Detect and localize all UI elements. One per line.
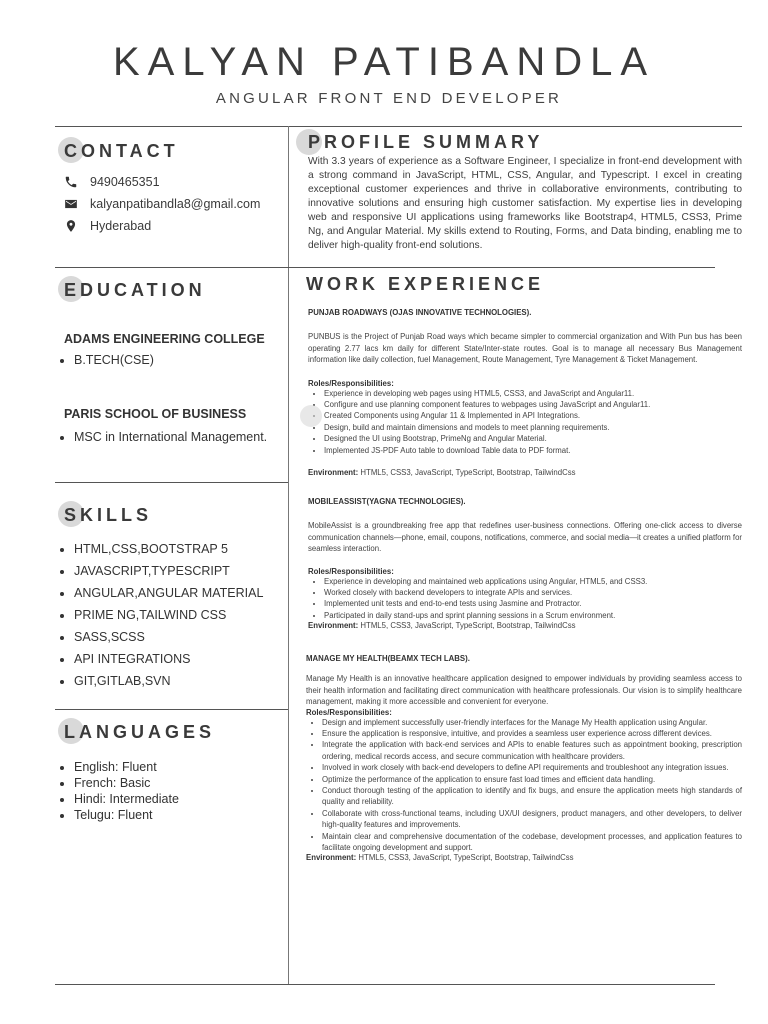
skill-item: • HTML,CSS,BOOTSTRAP 5 — [74, 538, 263, 560]
phone-number: 9490465351 — [90, 175, 160, 189]
job-title: PUNJAB ROADWAYS (OJAS INNOVATIVE TECHNOLOGIES). — [308, 308, 532, 317]
job-environment: Environment: HTML5, CSS3, JavaScript, TypeScript, Bootstrap, TailwindCss — [306, 853, 574, 863]
job-entry — [306, 654, 742, 862]
contact-phone — [64, 175, 160, 189]
profile-summary-text: With 3.3 years of experience as a Software Engineer, I specialize in front-end development with a strong command in JavaScript, HTML, CSS, Angular, and Typescript. I excel in creating exceptional customer experiences and thrive in collaborative environments, contributing to innovative solutions and ensuring high customer satisfaction. My expertise lies in developing web and responsive UI applications using frameworks like Bootstrap4, HTML5, CSS3, Prime Ng, and Angular Material. My skills extend to Routing, Forms, and Data binding, enabling me to deliver high-quality front-end solutions. — [308, 156, 742, 251]
education-degree-list — [52, 430, 267, 444]
languages-heading: LANGUAGES — [64, 722, 216, 742]
skill-item: • SASS,SCSS — [74, 626, 263, 648]
job-description: PUNBUS is the Project of Punjab Road ways which became simpler to commercial organization and With Pun bus has been operating 2.77 lacs km daily for different State/Inter-state routes. Goal is to manage all necessary Bus Management information like daily collection, fuel Management, Route Management, Tyre Management & Ticket Management. — [308, 332, 742, 364]
role-item: • Optimize the performance of the application to ensure fast load times and efficient data handling. — [322, 774, 742, 785]
education-school: PARIS SCHOOL OF BUSINESS — [64, 407, 247, 421]
job-entry — [308, 308, 742, 477]
role-item: • Integrate the application with back-end services and APIs to enable features such as appointment booking, prescription ordering, medical records access, and secure communication with healthcare providers. — [322, 739, 742, 762]
role-item: • Experience in developing web pages using HTML5, CSS3, and JavaScript and Angular11. — [324, 388, 742, 399]
contact-heading: CONTACT — [64, 141, 179, 161]
role-item: • Collaborate with cross-functional teams, including UX/UI designers, product managers, and other developers, to deliver high-quality features and improvements. — [322, 808, 742, 831]
language-item: • English: Fluent — [74, 759, 179, 775]
roles-label: Roles/Responsibilities: — [306, 707, 392, 717]
job-description: Manage My Health is an innovative healthcare application designed to empower individuals by providing seamless access to their health information and facilitating direct communication with healthcare professionals. Our vision is to simplify healthcare management, making it more accessible and convenient for everyone. — [306, 674, 742, 706]
email-address: kalyanpatibandla8@gmail.com — [90, 197, 261, 211]
job-description: MobileAssist is a groundbreaking free app that redefines user-business connections. Offering one-click access to diverse communication channels—phone, email, coupons, notifications, commerce, and social media—it creates a unified platform for seamless interaction. — [308, 521, 742, 553]
profile-summary-heading: PROFILE SUMMARY — [308, 132, 544, 152]
role-item: • Implemented unit tests and end-to-end tests using Jasmine and Protractor. — [324, 598, 742, 609]
education-heading: EDUCATION — [64, 280, 206, 300]
language-item: • Hindi: Intermediate — [74, 791, 179, 807]
role-item: • Experience in developing and maintained web applications using Angular, HTML5, and CSS3. — [324, 576, 742, 587]
role-item: • Designed the UI using Bootstrap, PrimeNg and Angular Material. — [324, 433, 742, 444]
job-environment: Environment: HTML5, CSS3, JavaScript, TypeScript, Bootstrap, TailwindCss — [308, 621, 576, 631]
skill-item: • API INTEGRATIONS — [74, 648, 263, 670]
role-item: • Worked closely with backend developers to integrate APIs and services. — [324, 587, 742, 598]
language-item: • Telugu: Fluent — [74, 807, 179, 823]
roles-label: Roles/Responsibilities: — [308, 566, 394, 576]
languages-list — [52, 759, 179, 823]
heading-accent-circle — [300, 405, 322, 427]
location-pin-icon — [64, 219, 78, 233]
mail-icon — [64, 197, 78, 211]
education-degree: • B.TECH(CSE) — [74, 353, 154, 367]
skills-divider — [55, 709, 288, 710]
job-environment: Environment: HTML5, CSS3, JavaScript, TypeScript, Bootstrap, TailwindCss — [308, 467, 576, 477]
contact-email — [64, 197, 260, 211]
education-divider — [55, 482, 288, 483]
skill-item: • GIT,GITLAB,SVN — [74, 670, 263, 692]
roles-list — [308, 388, 742, 456]
candidate-name: KALYAN PATIBANDLA — [112, 40, 656, 84]
role-item: • Conduct thorough testing of the application to identify and fix bugs, and ensure the application meets high standards of quality and reliability. — [322, 785, 742, 808]
job-entry — [308, 497, 742, 630]
role-item: • Design, build and maintain dimensions and models to meet planning requirements. — [324, 422, 742, 433]
column-divider — [288, 126, 289, 984]
location-text: Hyderabad — [90, 219, 152, 233]
role-item: • Implemented JS-PDF Auto table to download Table data to PDF format. — [324, 445, 742, 456]
roles-list — [308, 576, 742, 622]
phone-icon — [64, 175, 78, 189]
education-degree: • MSC in International Management. — [74, 430, 267, 444]
skill-item: • ANGULAR,ANGULAR MATERIAL — [74, 582, 263, 604]
language-item: • French: Basic — [74, 775, 179, 791]
contact-location — [64, 219, 151, 233]
skill-item: • JAVASCRIPT,TYPESCRIPT — [74, 560, 263, 582]
roles-label: Roles/Responsibilities: — [308, 378, 394, 388]
header-divider — [55, 126, 742, 127]
roles-list — [306, 717, 742, 854]
job-role-subtitle: ANGULAR FRONT END DEVELOPER — [215, 90, 563, 107]
role-item: • Participated in daily stand-ups and sprint planning sessions in a Scrum environment. — [324, 610, 742, 621]
role-item: • Configure and use planning component features to webpages using JavaScript and Angular11. — [324, 399, 742, 410]
education-degree-list — [52, 353, 154, 367]
role-item: • Design and implement successfully user-friendly interfaces for the Manage My Health application using Angular. — [322, 717, 742, 728]
skills-heading: SKILLS — [64, 505, 153, 525]
skills-list — [52, 538, 263, 692]
footer-divider — [55, 984, 715, 985]
work-experience-heading: WORK EXPERIENCE — [306, 274, 545, 294]
role-item: • Involved in work closely with back-end developers to define API requirements and troubleshoot any integration issues. — [322, 762, 742, 773]
role-item: • Ensure the application is responsive, intuitive, and provides a seamless user experience across different devices. — [322, 728, 742, 739]
contact-divider — [55, 267, 715, 268]
education-school: ADAMS ENGINEERING COLLEGE — [64, 332, 265, 346]
job-title: MOBILEASSIST(YAGNA TECHNOLOGIES). — [308, 497, 466, 506]
role-item: • Maintain clear and comprehensive documentation of the codebase, development processes, and application features to facilitate ongoing development and support. — [322, 831, 742, 854]
job-title: MANAGE MY HEALTH(BEAMX TECH LABS). — [306, 654, 470, 663]
skill-item: • PRIME NG,TAILWIND CSS — [74, 604, 263, 626]
role-item: • Created Components using Angular 11 & Implemented in API Integrations. — [324, 410, 742, 421]
